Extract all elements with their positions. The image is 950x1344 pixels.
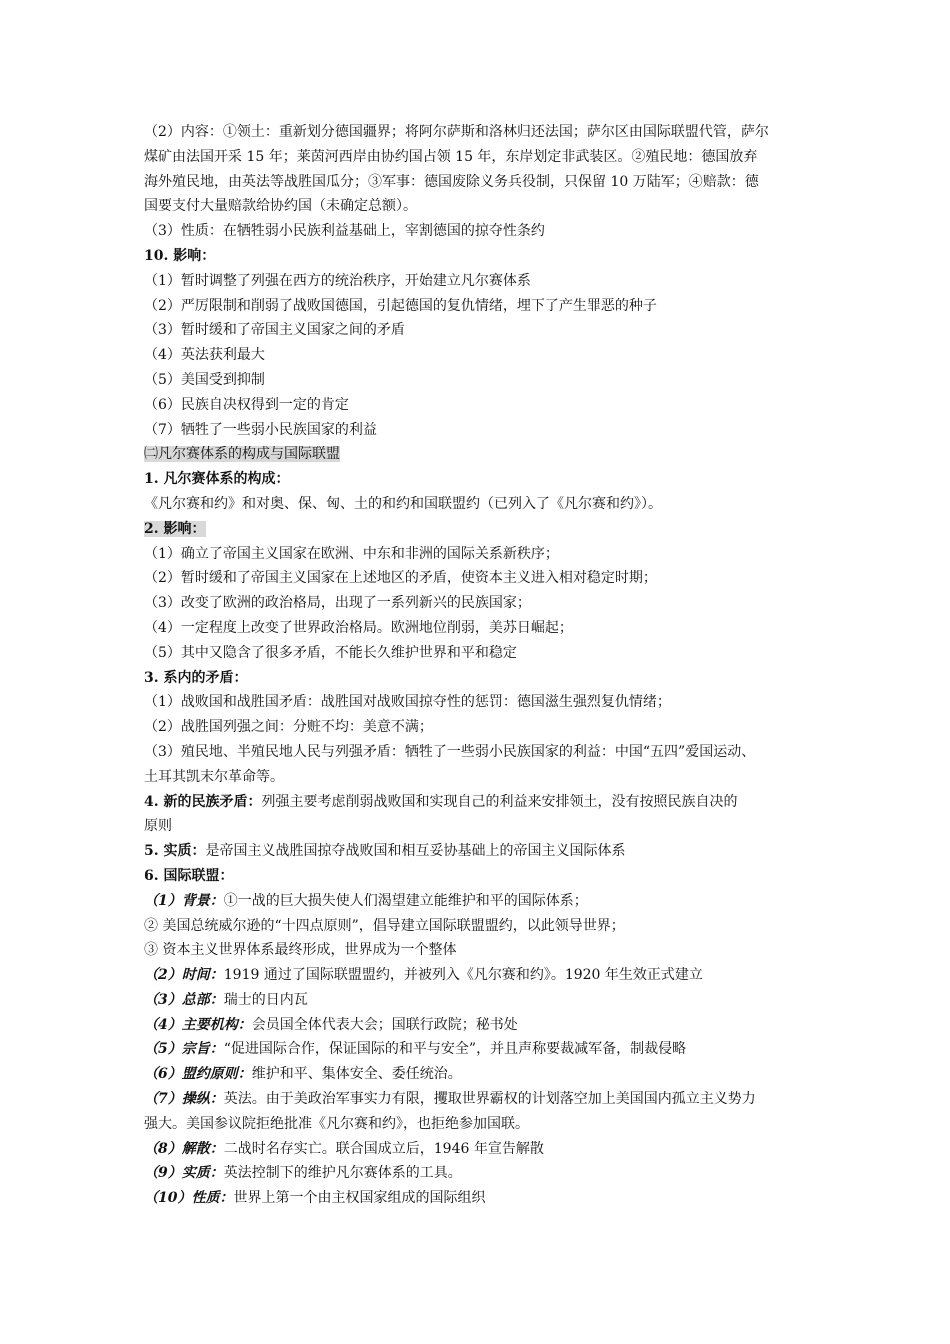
line-text: 世界上第一个由主权国家组成的国际组织 [233, 1190, 486, 1207]
line-text: （3）性质：在牺牲弱小民族利益基础上，宰割德国的掠夺性条约 [144, 223, 545, 240]
text-line [144, 1112, 820, 1137]
text-line [144, 1186, 820, 1211]
text-line [144, 889, 820, 914]
line-text: （2）暂时缓和了帝国主义国家在上述地区的矛盾，使资本主义进入相对稳定时期； [144, 570, 657, 587]
line-text: 列强主要考虑削弱战败国和实现自己的利益来安排领土，没有按照民族自决的 [261, 793, 738, 810]
item-label: （7）操纵： [144, 1091, 224, 1108]
text-line [144, 343, 820, 368]
text-line [144, 715, 820, 740]
text-line [144, 467, 820, 492]
text-line [144, 765, 820, 790]
item-label: （6）盟约原则： [144, 1066, 252, 1083]
item-label: （10）性质： [144, 1190, 234, 1207]
text-line [144, 790, 820, 815]
subsection-heading: 4. 新的民族矛盾： [144, 793, 262, 810]
line-text: 强大。美国参议院拒绝批准《凡尔赛和约》，也拒绝参加国联。 [144, 1115, 529, 1132]
text-line [144, 740, 820, 765]
text-line [144, 442, 820, 467]
text-line [144, 219, 820, 244]
line-text: （5）美国受到抑制 [144, 371, 265, 388]
text-line [144, 814, 820, 839]
line-text: 《凡尔赛和约》和对奥、保、匈、土的和约和国联盟约（已列入了《凡尔赛和约》）。 [144, 495, 662, 512]
document-body [144, 120, 820, 1211]
line-text: （4）英法获利最大 [144, 347, 265, 364]
text-line [144, 963, 820, 988]
text-line [144, 294, 820, 319]
text-line [144, 666, 820, 691]
line-text: ② 美国总统威尔逊的“十四点原则”，倡导建立国际联盟盟约，以此领导世界； [144, 917, 625, 934]
text-line [144, 269, 820, 294]
text-line [144, 145, 820, 170]
text-line [144, 914, 820, 939]
line-text: 维护和平、集体安全、委任统治。 [251, 1066, 462, 1083]
text-line [144, 566, 820, 591]
line-text: （3）殖民地、半殖民地人民与列强矛盾：牺牲了一些弱小民族国家的利益：中国“五四”爱国运动、 [144, 743, 756, 760]
text-line [144, 418, 820, 443]
text-line [144, 1161, 820, 1186]
line-text: （2）内容：①领土：重新划分德国疆界；将阿尔萨斯和洛林归还法国；萨尔区由国际联盟代管，萨尔 [144, 124, 769, 140]
text-line [144, 368, 820, 393]
line-text: 英法控制下的维护凡尔赛体系的工具。 [223, 1165, 462, 1182]
line-text: （3）暂时缓和了帝国主义国家之间的矛盾 [144, 322, 405, 339]
line-text: 英法。由于美政治军事实力有限，攫取世界霸权的计划落空加上美国国内孤立主义势力 [223, 1091, 756, 1108]
text-line [144, 492, 820, 517]
section-heading: ㈡凡尔赛体系的构成与国际联盟 [144, 446, 340, 463]
line-text: ③ 资本主义世界体系最终形成，世界成为一个整体 [144, 942, 457, 959]
line-text: 二战时名存实亡。联合国成立后，1946 年宣告解散 [223, 1140, 544, 1157]
subsection-heading: 6. 国际联盟： [144, 867, 234, 884]
text-line [144, 120, 820, 145]
subsection-heading: 10. 影响： [144, 247, 216, 264]
text-line [144, 1062, 820, 1087]
text-line [144, 591, 820, 616]
line-text: 原则 [144, 818, 172, 835]
line-text: 海外殖民地，由英法等战胜国瓜分；③军事：德国废除义务兵役制，只保留 10 万陆军；④赔款：德 [144, 173, 759, 190]
text-line [144, 839, 820, 864]
text-line [144, 690, 820, 715]
line-text: “促进国际合作，保证国际的和平与安全”，并且声称要裁减军备，制裁侵略 [223, 1041, 687, 1058]
line-text: ①一战的巨大损失使人们渴望建立能维护和平的国际体系； [223, 892, 588, 909]
text-line [144, 616, 820, 641]
line-text: 是帝国主义战胜国掠夺战败国和相互妥协基础上的帝国主义国际体系 [205, 843, 626, 860]
line-text: （1）暂时调整了列强在西方的统治秩序，开始建立凡尔赛体系 [144, 272, 531, 289]
line-text: （2）战胜国列强之间：分赃不均：美意不满； [144, 719, 433, 736]
text-line [144, 641, 820, 666]
text-line [144, 938, 820, 963]
line-text: （7）牺牲了一些弱小民族国家的利益 [144, 421, 377, 438]
text-line [144, 318, 820, 343]
line-text: 1919 通过了国际联盟盟约，并被列入《凡尔赛和约》。1920 年生效正式建立 [223, 967, 703, 984]
item-label: （3）总部： [144, 991, 224, 1008]
text-line [144, 194, 820, 219]
subsection-heading: 2. 影响： [144, 520, 206, 537]
subsection-heading: 3. 系内的矛盾： [144, 669, 248, 686]
item-label: （2）时间： [144, 967, 224, 984]
text-line [144, 864, 820, 889]
text-line [144, 1137, 820, 1162]
subsection-heading: 1. 凡尔赛体系的构成： [144, 471, 290, 488]
text-line [144, 1013, 820, 1038]
text-line [144, 988, 820, 1013]
item-label: （9）实质： [144, 1165, 224, 1182]
line-text: （2）严厉限制和削弱了战败国德国，引起德国的复仇情绪，埋下了产生罪恶的种子 [144, 297, 657, 314]
line-text: （1）战败国和战胜国矛盾：战胜国对战败国掠夺性的惩罚：德国滋生强烈复仇情绪； [144, 694, 671, 711]
text-line [144, 542, 820, 567]
item-label: （8）解散： [144, 1140, 224, 1157]
text-line [144, 393, 820, 418]
text-line [144, 170, 820, 195]
item-label: （5）宗旨： [144, 1041, 224, 1058]
item-label: （4）主要机构： [144, 1016, 252, 1033]
item-label: （1）背景： [144, 892, 224, 909]
text-line [144, 517, 820, 542]
line-text: 煤矿由法国开采 15 年；莱茵河西岸由协约国占领 15 年，东岸划定非武装区。②殖民地：德国放弃 [144, 148, 758, 165]
text-line [144, 1037, 820, 1062]
line-text: （1）确立了帝国主义国家在欧洲、中东和非洲的国际关系新秩序； [144, 545, 559, 562]
line-text: 国要支付大量赔款给协约国（未确定总额）。 [144, 198, 417, 215]
subsection-heading: 5. 实质： [144, 843, 206, 860]
text-line [144, 1087, 820, 1112]
line-text: （3）改变了欧洲的政治格局，出现了一系列新兴的民族国家； [144, 595, 531, 612]
line-text: 会员国全体代表大会；国联行政院；秘书处 [251, 1016, 518, 1033]
line-text: 瑞士的日内瓦 [223, 991, 308, 1008]
text-line [144, 244, 820, 269]
line-text: （4）一定程度上改变了世界政治格局。欧洲地位削弱，美苏日崛起； [144, 619, 573, 636]
line-text: （5）其中又隐含了很多矛盾，不能长久维护世界和平和稳定 [144, 644, 517, 661]
line-text: （6）民族自决权得到一定的肯定 [144, 396, 349, 413]
line-text: 土耳其凯末尔革命等。 [144, 768, 284, 785]
